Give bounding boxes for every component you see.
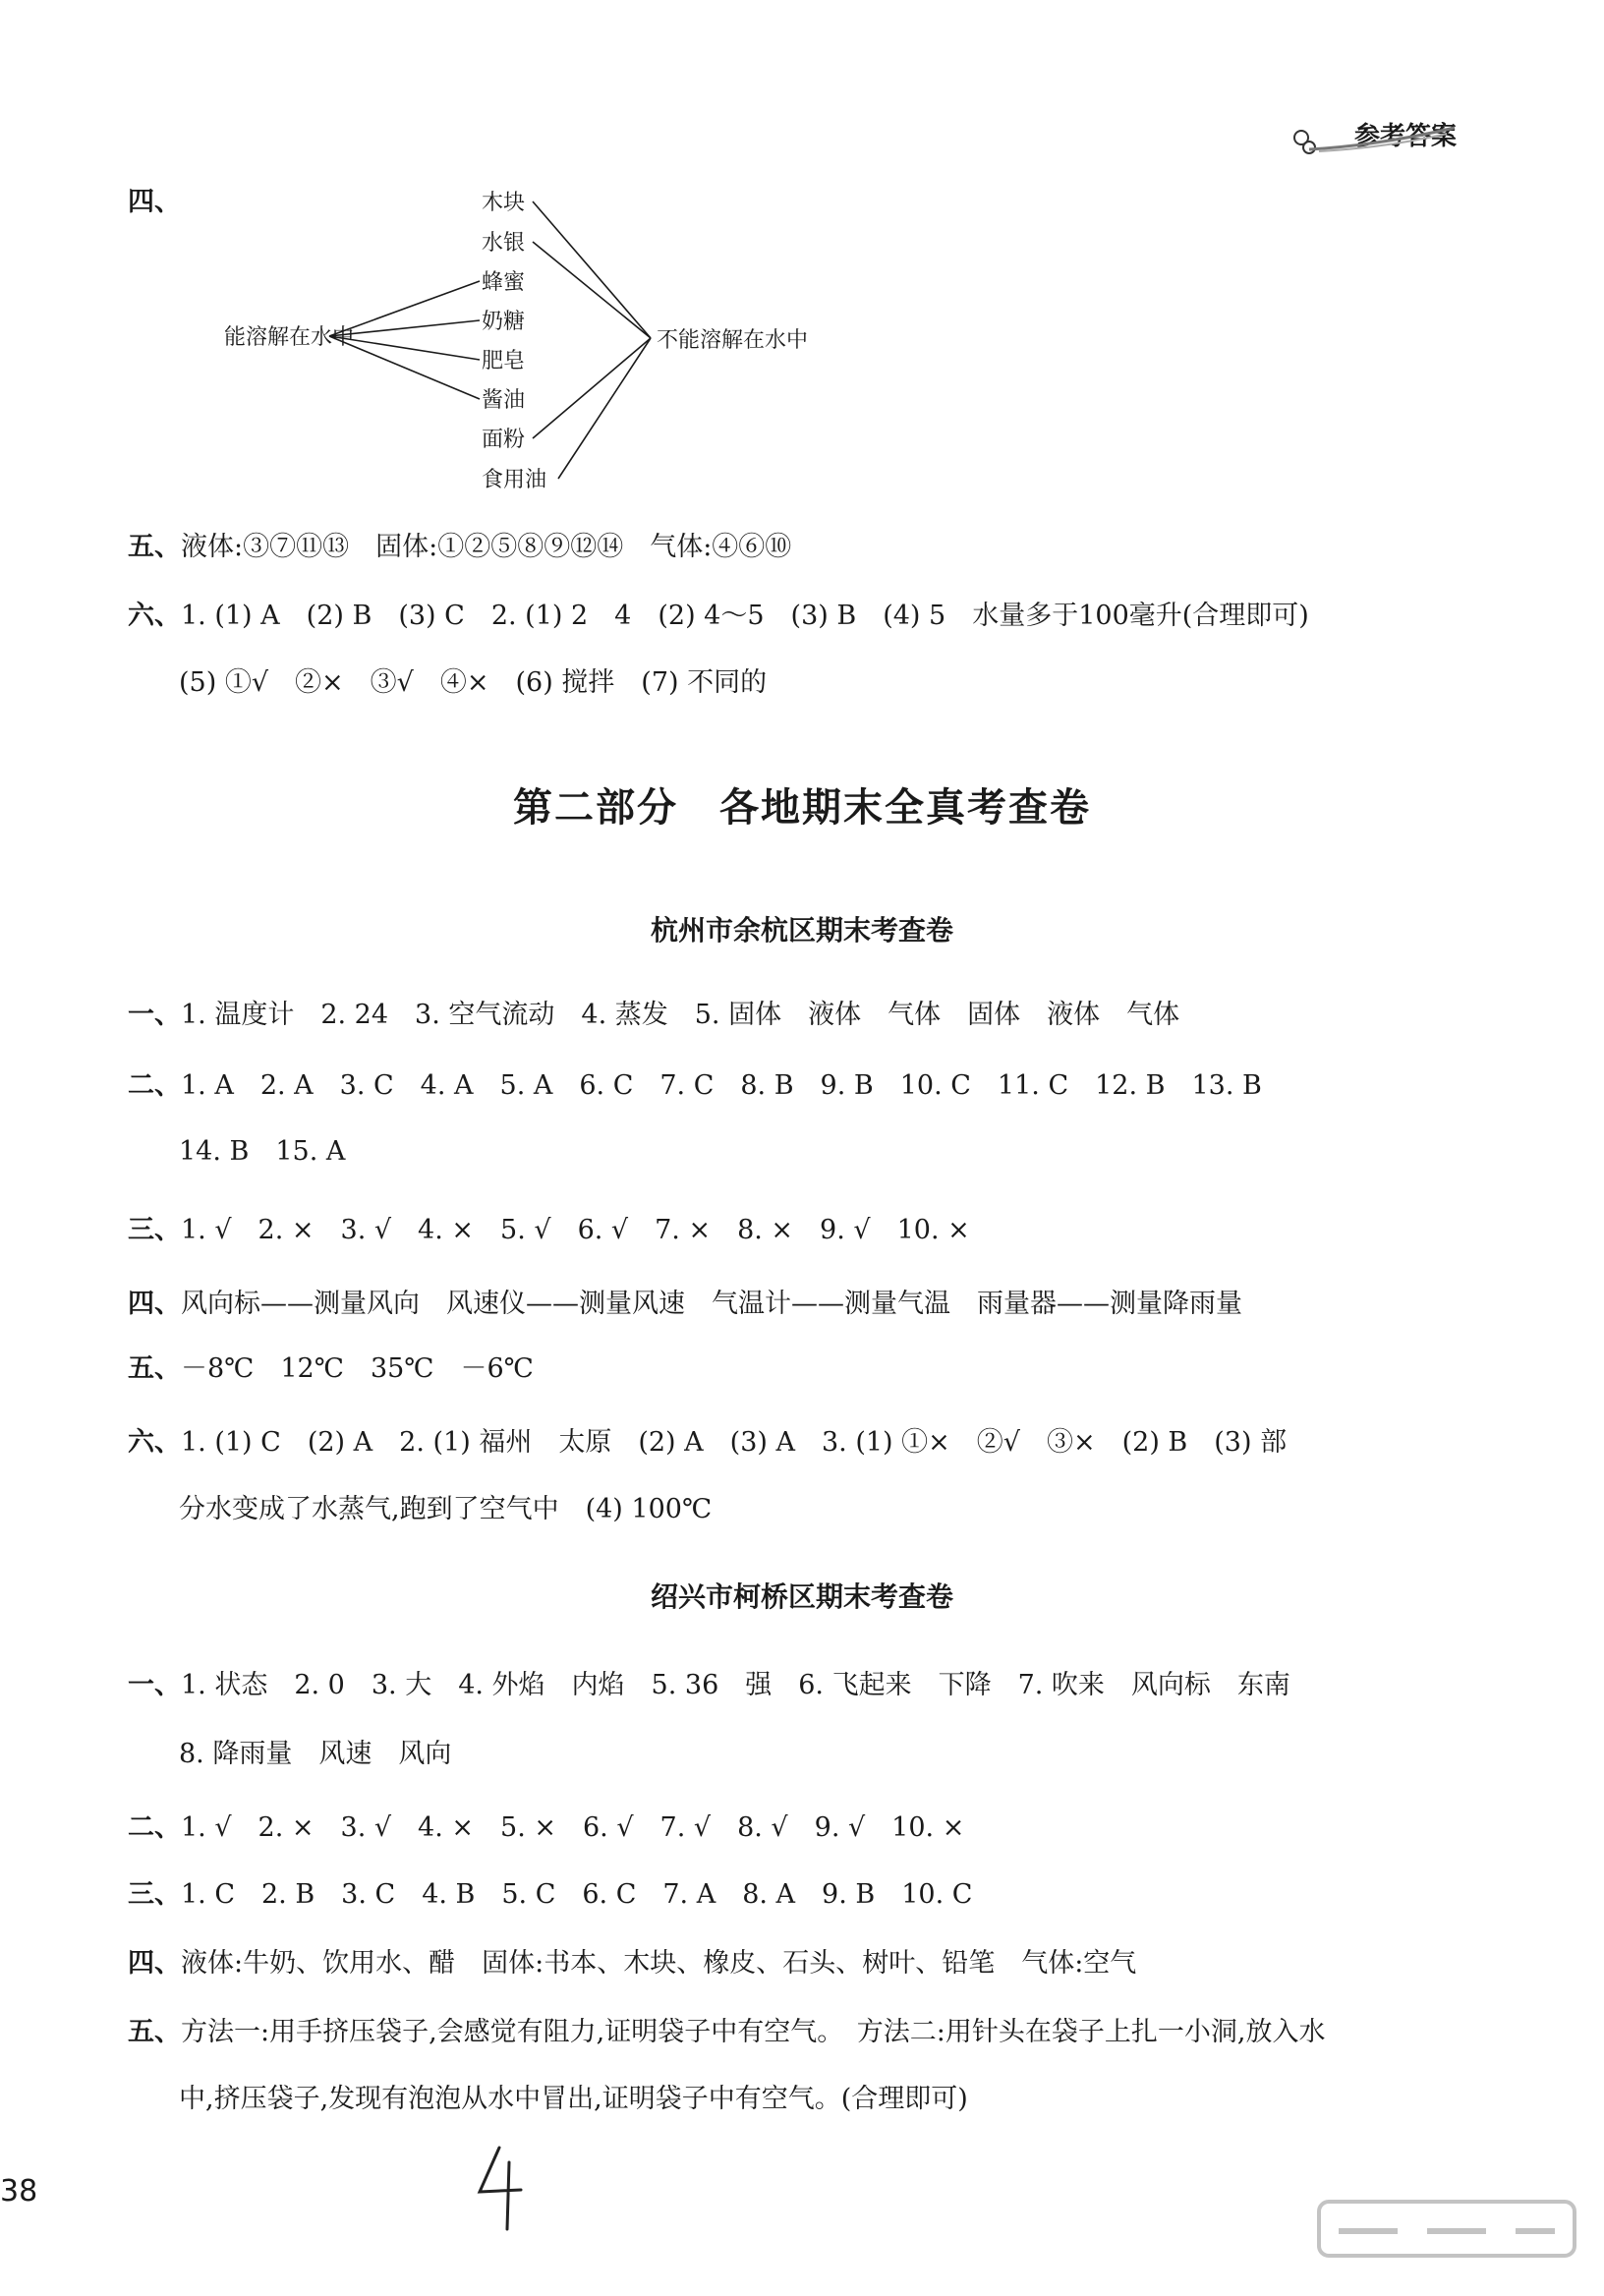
header-badge: 参考答案 [1353, 122, 1457, 151]
question-label: 五、 [128, 1353, 181, 1384]
answer-text: 1. 温度计 2. 24 3. 空气流动 4. 蒸发 5. 固体 液体 气体 固体 液体 气体 [181, 1000, 1180, 1030]
watermark-logo [1309, 2192, 1584, 2290]
sec2-line [128, 1808, 964, 1848]
answer-text: 1. A 2. A 3. C 4. A 5. A 6. C 7. C 8. B 9. B 10. C 11. C 12. B 13. B [181, 1070, 1262, 1101]
right-category: 不能溶解在水中 [657, 328, 809, 353]
question-label: 三、 [128, 1879, 181, 1910]
matching-diagram [0, 0, 1604, 550]
sec1-line [128, 1066, 1262, 1106]
sec1-line [128, 1349, 534, 1389]
question-label: 一、 [128, 1670, 181, 1700]
question-label: 五、 [128, 532, 181, 562]
question-label: 四、 [128, 1948, 181, 1979]
matching-item: 水银 [482, 231, 526, 256]
matching-item: 蜂蜜 [482, 270, 526, 295]
question-label: 一、 [128, 1000, 181, 1030]
answer-text: 14. B 15. A [179, 1136, 346, 1167]
sec2-line [128, 2013, 1325, 2052]
answer-text: (5) ①√ ②× ③√ ④× (6) 搅拌 (7) 不同的 [179, 667, 768, 698]
answer-text: 方法一:用手挤压袋子,会感觉有阻力,证明袋子中有空气。 方法二:用针头在袋子上扎一小洞,放入水 [181, 2017, 1326, 2047]
sec1-line [128, 996, 1179, 1035]
sec1-line [179, 1490, 712, 1529]
question-label: 二、 [128, 1812, 181, 1843]
sec2-line [128, 1944, 1136, 1983]
answer-text: 分水变成了水蒸气,跑到了空气中 (4) 100℃ [179, 1494, 713, 1524]
matching-item: 肥皂 [482, 349, 526, 373]
matching-item: 食用油 [482, 468, 547, 492]
match-line-right [558, 338, 651, 479]
matching-item: 面粉 [482, 428, 526, 452]
answer-text: 中,挤压袋子,发现有泡泡从水中冒出,证明袋子中有空气。(合理即可) [179, 2084, 968, 2114]
answer-text: 1. 状态 2. 0 3. 大 4. 外焰 内焰 5. 36 强 6. 飞起来 下降 7. 吹来 风向标 东南 [181, 1670, 1290, 1700]
question-label: 六、 [128, 601, 181, 631]
sec2-line [128, 1666, 1290, 1705]
answer-text: 1. (1) A (2) B (3) C 2. (1) 2 4 (2) 4～5 (3) B (4) 5 水量多于100毫升(合理即可) [181, 601, 1309, 631]
sec1-line [128, 1285, 1242, 1324]
sec1-line [128, 1211, 970, 1250]
handwritten-mark [472, 2143, 531, 2231]
top-line [128, 597, 1309, 636]
match-line-right [533, 338, 651, 438]
sec2-line [128, 1875, 972, 1915]
answer-text: 1. (1) C (2) A 2. (1) 福州 太原 (2) A (3) A 3. (1) ①× ②√ ③× (2) B (3) 部 [181, 1427, 1288, 1458]
answer-text: －8℃ 12℃ 35℃ －6℃ [181, 1353, 534, 1384]
answer-text: 1. √ 2. × 3. √ 4. × 5. × 6. √ 7. √ 8. √ 9. √ 10. × [181, 1812, 965, 1843]
question-label: 四、 [128, 187, 181, 217]
question-label: 四、 [128, 1289, 181, 1319]
part-title: 第二部分 各地期末全真考查卷 [513, 785, 1091, 831]
answer-text: 液体:③⑦⑪⑬ 固体:①②⑤⑧⑨⑫⑭ 气体:④⑥⑩ [181, 532, 792, 562]
top-line [179, 663, 767, 703]
answer-text: 风向标——测量风向 风速仪——测量风速 气温计——测量气温 雨量器——测量降雨量 [181, 1289, 1242, 1319]
answer-text: 8. 降雨量 风速 风向 [179, 1739, 452, 1769]
top-line [128, 528, 791, 567]
sec1-line [128, 1423, 1287, 1463]
matching-item: 奶糖 [482, 310, 526, 334]
sec2-line [179, 1735, 451, 1774]
matching-item: 酱油 [482, 388, 526, 413]
sec2-line [179, 2080, 968, 2119]
answer-text: 液体:牛奶、饮用水、醋 固体:书本、木块、橡皮、石头、树叶、铅笔 气体:空气 [181, 1948, 1137, 1979]
question-label: 五、 [128, 2017, 181, 2047]
question-label: 三、 [128, 1215, 181, 1245]
answer-text: 1. √ 2. × 3. √ 4. × 5. √ 6. √ 7. × 8. × 9. √ 10. × [181, 1215, 970, 1245]
left-category: 能溶解在水中 [224, 325, 355, 350]
match-line-left [329, 336, 480, 399]
sec1-line [179, 1132, 345, 1172]
match-line-right [533, 201, 651, 338]
question-label: 二、 [128, 1070, 181, 1101]
matching-item: 木块 [482, 191, 526, 215]
match-line-right [533, 242, 651, 338]
section-title-hangzhou: 杭州市余杭区期末考查卷 [650, 914, 953, 947]
section-title-shaoxing: 绍兴市柯桥区期末考查卷 [650, 1580, 953, 1613]
page-number: 38 [0, 2174, 38, 2209]
question-label: 六、 [128, 1427, 181, 1458]
answer-text: 1. C 2. B 3. C 4. B 5. C 6. C 7. A 8. A 9. B 10. C [181, 1879, 973, 1910]
